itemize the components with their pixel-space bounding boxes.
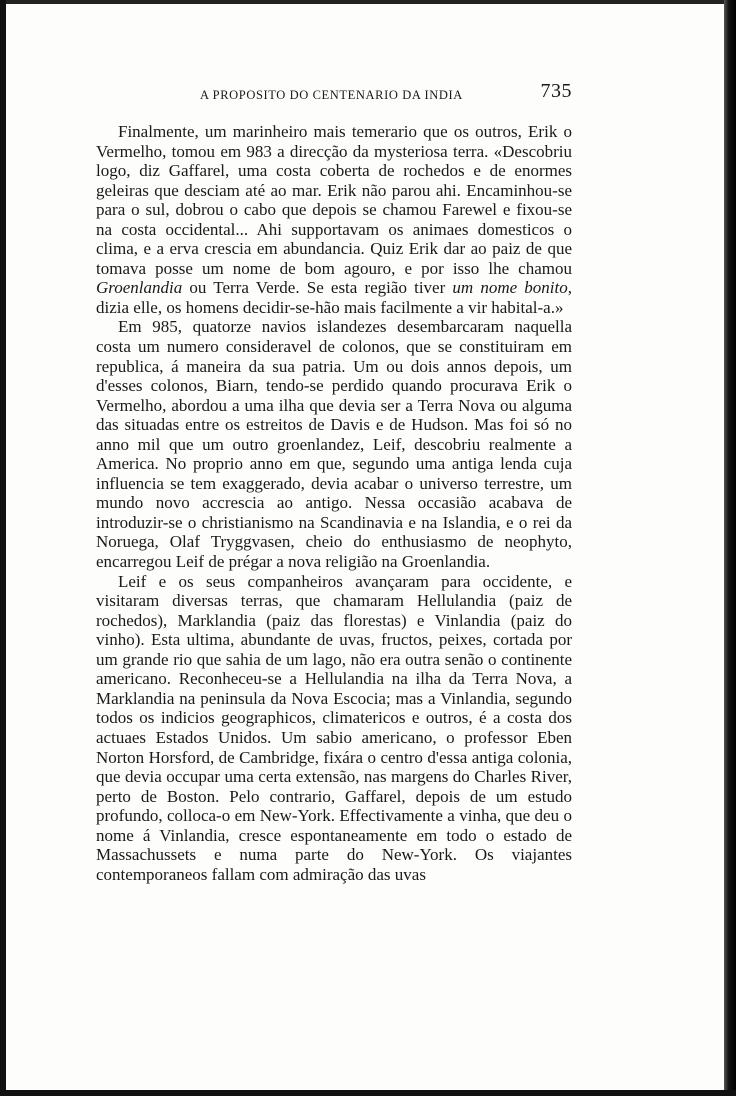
running-head: A PROPOSITO DO CENTENARIO DA INDIA bbox=[200, 88, 463, 102]
paragraph-1-part-a: Finalmente, um marinheiro mais temerario que os outros, Erik o Vermelho, tomou em 983 a direcção da mysteriosa terra. «Descobriu logo, diz Gaffarel, uma costa coberta de rochedos e de enormes geleiras que desciam até ao mar. Erik não parou ahi. Encaminhou-se para o sul, dobrou o cabo que depois se chamou Farewel e fixou-se na costa occidental... Ahi supportavam os animaes domesticos o clima, e a erva crescia em abundancia. Quiz Erik dar ao paiz de que tomava posse um nome de bom agouro, e por isso lhe chamou bbox=[96, 122, 572, 278]
paragraph-1 bbox=[96, 122, 572, 317]
paragraph-1-italic-nome-bonito: um nome bonito bbox=[452, 278, 568, 298]
paragraph-1-part-b: ou Terra Verde. Se esta região tiver bbox=[182, 278, 453, 298]
paragraph-3: Leif e os seus companheiros avançaram para occidente, e visitaram diversas terras, que chamaram Hellulandia (paiz de rochedos), Marklandia (paiz das florestas) e Vinlandia (paiz do vinho). Esta ultima, abundante de uvas, fructos, peixes, cortada por um grande rio que sahia de um lago, não era outra senão o continente americano. Reconheceu-se a Hellulandia na ilha da Terra Nova, a Marklandia na peninsula da Nova Escocia; mas a Vinlandia, segundo todos os indicios geographicos, climatericos e outros, é a costa dos actuaes Estados Unidos. Um sabio americano, o professor Eben Norton Horsford, de Cambridge, fixára o centro d'essa antiga colonia, que devia occupar uma certa extensão, nas margens do Charles River, perto de Boston. Pelo contrario, Gaffarel, depois de um estudo profundo, colloca-o em New-York. Effectivamente a vinha, que deu o nome á Vinlandia, cresce espontaneamente em todo o estado de Massachussets e numa parte do New-York. Os viajantes contemporaneos fallam com admiração das uvas bbox=[96, 571, 572, 884]
scan-edge-right bbox=[724, 0, 736, 1096]
body-text bbox=[96, 122, 572, 884]
paragraph-1-italic-groenlandia: Groenlandia bbox=[96, 278, 183, 298]
scan-edge-top bbox=[0, 0, 736, 4]
paragraph-1-part-c: , dizia elle, os homens decidir-se-hão mais facilmente a vir habital-a.» bbox=[96, 278, 572, 317]
page-number: 735 bbox=[540, 80, 572, 102]
page-header bbox=[96, 80, 572, 104]
scan-edge-left bbox=[0, 0, 6, 1096]
scan-edge-bottom bbox=[0, 1090, 736, 1096]
paragraph-2: Em 985, quatorze navios islandezes desembarcaram naquella costa um numero consideravel de colonos, que se constituiram em republica, á maneira da sua patria. Um ou dois annos depois, um d'esses colonos, Biarn, tendo-se perdido quando procurava Erik o Vermelho, abordou a uma ilha que devia ser a Terra Nova ou alguma das situadas entre os estreitos de Davis e de Hudson. Mas foi só no anno mil que um outro groenlandez, Leif, descobriu realmente a America. No proprio anno em que, segundo uma antiga lenda cuja influencia se tem exaggerado, devia acabar o universo terrestre, um mundo novo accrescia ao antigo. Nessa occasião acabava de introduzir-se o christianismo na Scandinavia e na Islandia, e o rei da Noruega, Olaf Tryggvasen, cheio do enthusiasmo de neophyto, encarregou Leif de prégar a nova religião na Groenlandia. bbox=[96, 317, 572, 572]
